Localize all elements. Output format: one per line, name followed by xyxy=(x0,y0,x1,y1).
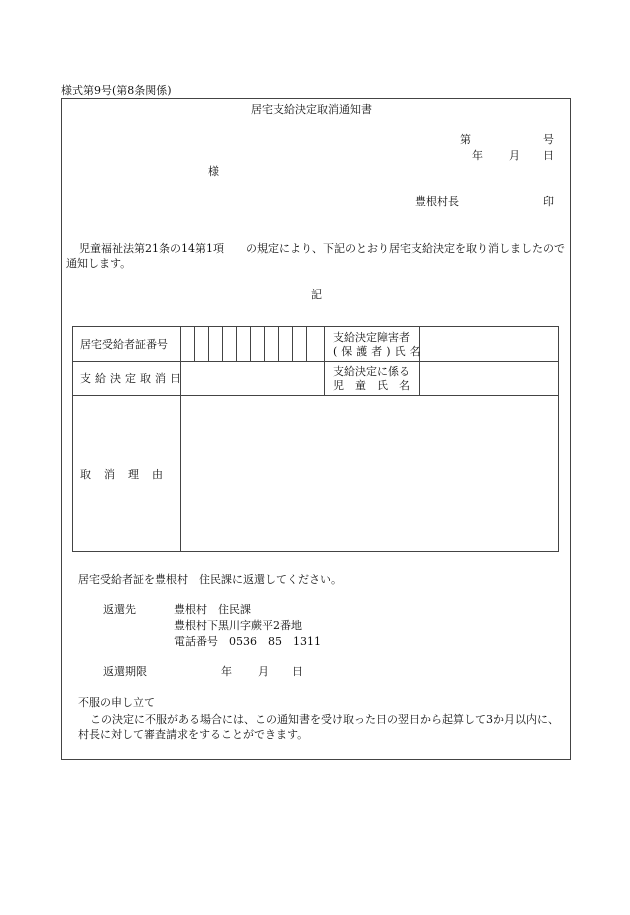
digit-box-divider xyxy=(264,327,265,361)
info-table xyxy=(72,326,559,552)
return-destination-label: 返還先 xyxy=(103,603,136,616)
deadline-month: 月 xyxy=(258,665,269,678)
deadline-year: 年 xyxy=(221,665,232,678)
return-destination-address: 豊根村下黒川字蕨平2番地 xyxy=(174,619,302,632)
deadline-day: 日 xyxy=(292,665,303,678)
number-prefix: 第 xyxy=(460,133,471,146)
number-suffix: 号 xyxy=(543,133,554,146)
digit-box-divider xyxy=(236,327,237,361)
return-deadline-label: 返還期限 xyxy=(103,665,147,678)
guardian-label-line2: (保護者)氏名 xyxy=(333,345,425,358)
ki-marker: 記 xyxy=(311,288,322,301)
addressee-suffix: 様 xyxy=(208,165,219,178)
issuer-name: 豊根村長 xyxy=(415,195,459,208)
digit-box-divider xyxy=(222,327,223,361)
digit-box-divider xyxy=(194,327,195,361)
form-label: 様式第9号(第8条関係) xyxy=(61,84,172,97)
cancel-date-label: 支給決定取消日 xyxy=(80,372,185,385)
reason-label: 取消理由 xyxy=(80,468,176,481)
table-divider xyxy=(73,395,558,396)
appeal-text: この決定に不服がある場合には、この通知書を受け取った日の翌日から起算して3か月以内に、村長に対して審査請求をすることができます。 xyxy=(78,713,559,741)
digit-box-divider xyxy=(250,327,251,361)
digit-box-divider xyxy=(306,327,307,361)
document-title: 居宅支給決定取消通知書 xyxy=(251,103,372,116)
child-label-line2: 児 童 氏 名 xyxy=(333,379,410,392)
return-destination-name: 豊根村 住民課 xyxy=(174,603,251,616)
appeal-heading: 不服の申し立て xyxy=(78,696,155,709)
digit-box-divider xyxy=(208,327,209,361)
date-month: 月 xyxy=(509,149,520,162)
cert-number-label: 居宅受給者証番号 xyxy=(80,338,168,351)
guardian-label-line1: 支給決定障害者 xyxy=(333,331,410,344)
date-day: 日 xyxy=(543,149,554,162)
child-label-line1: 支給決定に係る xyxy=(333,365,410,378)
seal-mark: 印 xyxy=(543,195,554,208)
digit-box-divider xyxy=(278,327,279,361)
table-divider xyxy=(73,361,558,362)
date-year: 年 xyxy=(472,149,483,162)
return-destination-phone: 電話番号 0536 85 1311 xyxy=(174,635,321,648)
notice-body: 児童福祉法第21条の14第1項 の規定により、下記のとおり居宅支給決定を取り消しましたので通知します。 xyxy=(66,242,565,270)
digit-box-divider xyxy=(292,327,293,361)
return-instruction: 居宅受給者証を豊根村 住民課に返還してください。 xyxy=(78,573,342,586)
